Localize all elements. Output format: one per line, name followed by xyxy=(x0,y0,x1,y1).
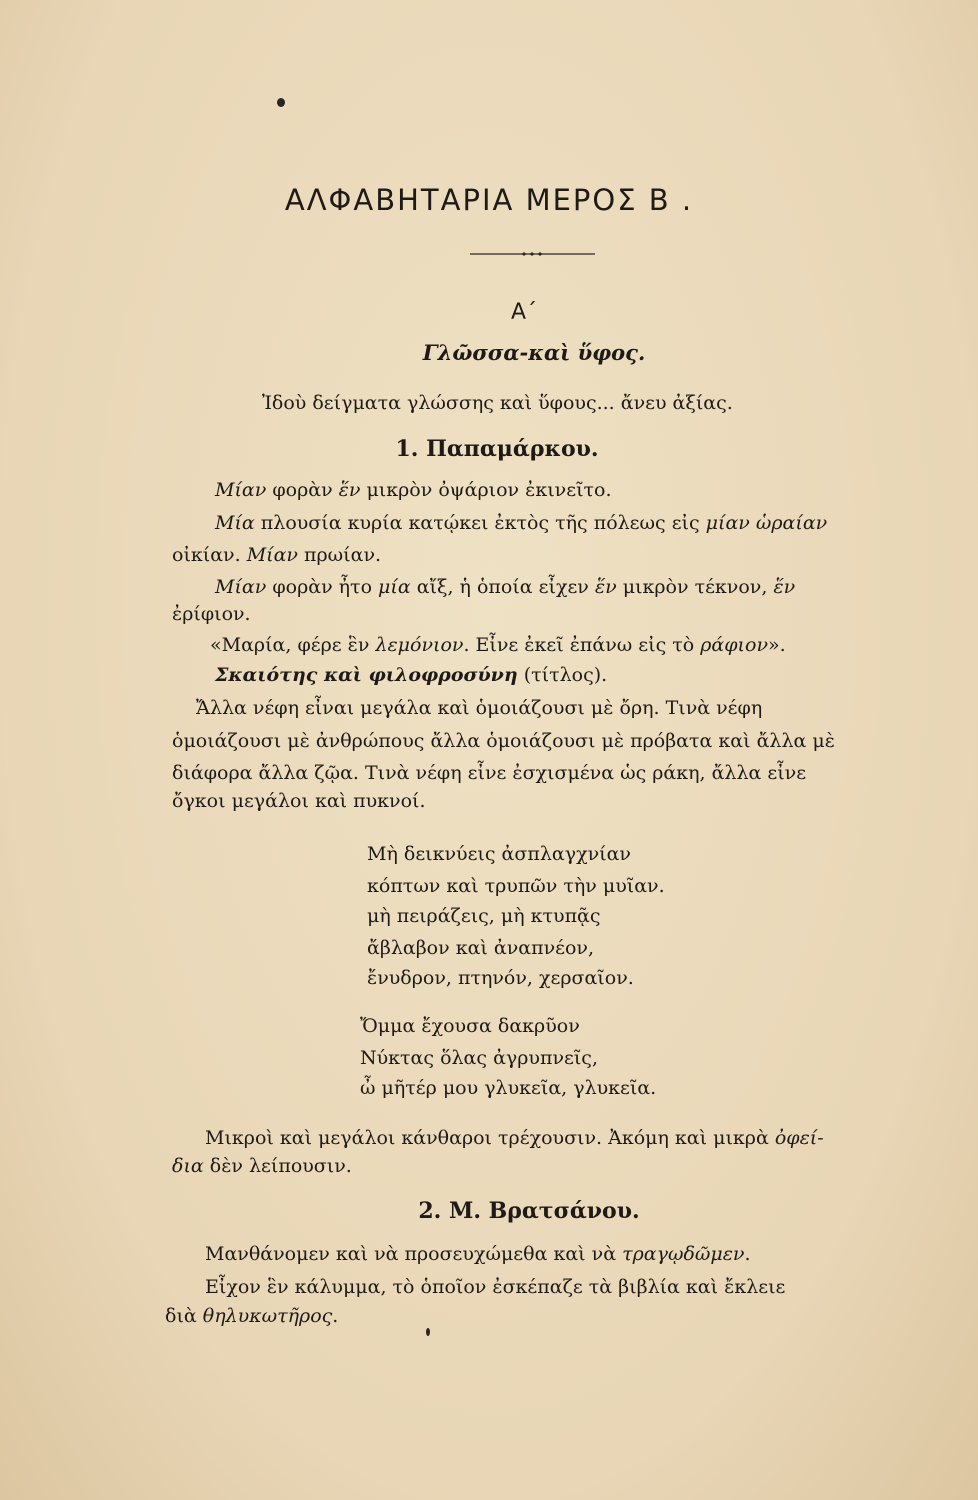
poem-line: μὴ πειράζεις, μὴ κτυπᾷς xyxy=(367,905,601,927)
text-line: Μανθάνομεν καὶ νὰ προσευχώμεθα καὶ νὰ τραγῳδῶμεν. xyxy=(205,1243,751,1265)
poem-line: ἄβλαβον καὶ ἀναπνέον, xyxy=(367,937,595,959)
poem-line: Μὴ δεικνύεις ἀσπλαγχνίαν xyxy=(367,843,631,865)
title-ornament xyxy=(470,246,595,260)
poem-line: Νύκτας ὅλας ἀγρυπνεῖς, xyxy=(360,1047,598,1069)
text-line: ἐρίφιον. xyxy=(172,603,251,625)
text-line: Μία πλουσία κυρία κατῴκει ἐκτὸς τῆς πόλεως εἰς μίαν ὡραίαν xyxy=(215,512,828,534)
text-line: Σκαιότης καὶ φιλοφροσύνη (τίτλος). xyxy=(215,664,608,686)
ink-spot xyxy=(277,98,285,107)
text-line: διὰ θηλυκωτῆρος. xyxy=(165,1305,339,1327)
text-line: διάφορα ἄλλα ζῷα. Τινὰ νέφη εἶνε ἐσχισμένα ὡς ράκη, ἄλλα εἶνε xyxy=(172,762,807,784)
text-line: Εἶχον ἓν κάλυμμα, τὸ ὁποῖον ἐσκέπαζε τὰ βιβλία καὶ ἔκλειε xyxy=(205,1276,786,1298)
text-line: Μικροὶ καὶ μεγάλοι κάνθαροι τρέχουσιν. Ἀκόμη καὶ μικρὰ ὀφεί- xyxy=(205,1127,824,1149)
text-line: ὁμοιάζουσι μὲ ἀνθρώπους ἄλλα ὁμοιάζουσι μὲ πρόβατα καὶ ἄλλα μὲ xyxy=(172,730,835,752)
text-line: Ἄλλα νέφη εἶναι μεγάλα καὶ ὁμοιάζουσι μὲ ὄρη. Τινὰ νέφη xyxy=(196,697,763,719)
text-line: Μίαν φορὰν ἕν μικρὸν ὀψάριον ἐκινεῖτο. xyxy=(215,479,612,501)
poem-line: ὦ μῆτέρ μου γλυκεῖα, γλυκεῖα. xyxy=(360,1077,657,1099)
text-line: ὄγκοι μεγάλοι καὶ πυκνοί. xyxy=(172,790,426,812)
part2-heading: 2. Μ. Βρατσάνου. xyxy=(418,1198,640,1224)
poem-line: Ὄμμα ἔχουσα δακρῦον xyxy=(360,1015,580,1037)
text-line: δια δὲν λείπουσιν. xyxy=(172,1155,352,1177)
text-line: Μίαν φορὰν ἦτο μία αἴξ, ἡ ὁποία εἶχεν ἕν μικρὸν τέκνον, ἕν xyxy=(215,576,796,598)
page-title: ΑΛΦΑΒΗΤΑΡΙΑ ΜΕΡΟΣ Β . xyxy=(284,183,694,217)
section-letter: Α΄ xyxy=(510,300,538,325)
ink-spot xyxy=(426,1328,430,1336)
part1-heading: 1. Παπαμάρκου. xyxy=(395,436,599,462)
poem-line: ἔνυδρον, πτηνόν, χερσαῖον. xyxy=(367,967,634,989)
intro-line: Ἰδοὺ δείγματα γλώσσης καὶ ὕφους... ἄνευ ἀξίας. xyxy=(262,392,733,414)
text-line: «Μαρία, φέρε ἓν λεμόνιον. Εἶνε ἐκεῖ ἐπάνω εἰς τὸ ράφιον». xyxy=(210,634,786,656)
poem-line: κόπτων καὶ τρυπῶν τὴν μυῖαν. xyxy=(367,875,665,897)
section-title: Γλῶσσα-καὶ ὕφος. xyxy=(422,340,646,365)
text-line: οἰκίαν. Μίαν πρωίαν. xyxy=(172,544,382,566)
